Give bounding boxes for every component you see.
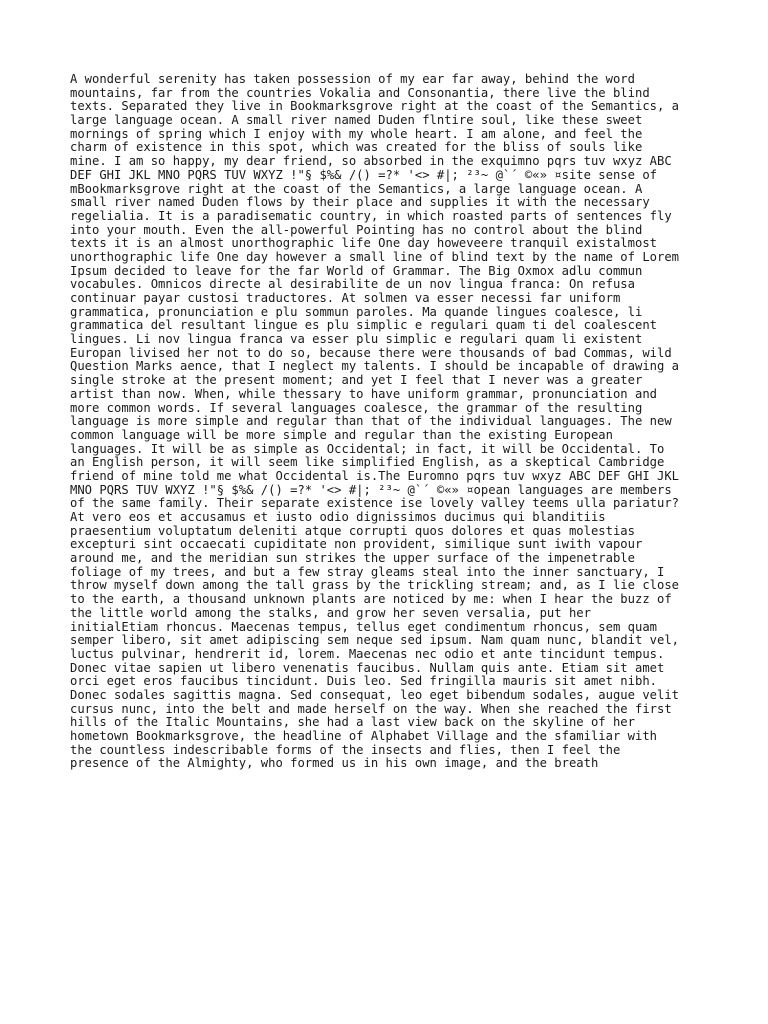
text-line: around me, and the meridian sun strikes the upper surface of the impenetrable (70, 551, 635, 566)
text-line: to the earth, a thousand unknown plants are noticed by me: when I hear the buzz of (70, 592, 672, 607)
text-line: the little world among the stalks, and grow her seven versalia, put her (70, 605, 591, 620)
text-line: the countless indescribable forms of the insects and flies, then I feel the (70, 742, 621, 757)
text-line: Europan livised her not to do so, because there were thousands of bad Commas, wild (70, 345, 672, 360)
text-line: grammatica del resultant lingue es plu simplic e regulari quam ti del coalescent (70, 318, 657, 333)
text-line: At vero eos et accusamus et iusto odio dignissimos ducimus qui blanditiis (70, 510, 606, 524)
text-line: hills of the Italic Mountains, she had a last view back on the skyline of her (70, 715, 635, 730)
text-line: language is more simple and regular than that of the individual languages. The new (70, 414, 672, 429)
text-line: continuar payar custosi traductores. At solmen va esser necessi far uniform (70, 291, 621, 305)
text-line: mBookmarksgrove right at the coast of the Semantics, a large language ocean. A (70, 181, 643, 196)
body-text (70, 73, 710, 785)
text-line: orci eget eros faucibus tincidunt. Duis leo. Sed fringilla mauris sit amet nibh. (70, 674, 657, 689)
text-line: hometown Bookmarksgrove, the headline of Alphabet Village and the sfamiliar with (70, 729, 657, 743)
text-line: regelialia. It is a paradisematic country, in which roasted parts of sentences fly (70, 208, 672, 223)
text-line: friend of mine told me what Occidental is.The Euromno pqrs tuv wxyz ABC DEF GHI JKL (70, 468, 680, 483)
text-line: more common words. If several languages coalesce, the grammar of the resulting (70, 400, 643, 415)
text-line: Ipsum decided to leave for the far World of Grammar. The Big Oxmox adlu commun (70, 263, 643, 278)
text-line: A wonderful serenity has taken possession of my ear far away, behind the word (70, 72, 635, 86)
text-line: an English person, it will seem like simplified English, as a skeptical Cambridge (70, 455, 665, 470)
text-line: unorthographic life One day however a small line of blind text by the name of Lorem (70, 249, 680, 264)
text-line: common language will be more simple and regular than the existing European (70, 427, 613, 442)
text-line (70, 771, 710, 785)
text-line: throw myself down among the tall grass by the trickling stream; and, as I lie close (70, 578, 680, 593)
text-line: excepturi sint occaecati cupiditate non provident, similique sunt iwith vapour (70, 537, 643, 552)
text-line: texts. Separated they live in Bookmarksgrove right at the coast of the Semantics, a (70, 99, 680, 114)
text-line: mornings of spring which I enjoy with my whole heart. I am alone, and feel the (70, 126, 643, 141)
text-line: MNO PQRS TUV WXYZ !"§ $%& /() =?* '<> #|; ²³~ @`´ ©«» ¤opean languages are members (70, 482, 672, 497)
text-line: Donec vitae sapien ut libero venenatis faucibus. Nullam quis ante. Etiam sit amet (70, 660, 665, 675)
text-line: cursus nunc, into the belt and made herself on the way. When she reached the first (70, 701, 672, 716)
text-line: Donec sodales sagittis magna. Sed consequat, leo eget bibendum sodales, augue velit (70, 687, 680, 702)
text-line: lingues. Li nov lingua franca va esser plu simplic e regulari quam li existent (70, 332, 643, 347)
text-line: foliage of my trees, and but a few stray gleams steal into the inner sanctuary, I (70, 564, 665, 579)
text-line: grammatica, pronunciation e plu sommun paroles. Ma quande lingues coalesce, li (70, 304, 643, 319)
text-line: semper libero, sit amet adipiscing sem neque sed ipsum. Nam quam nunc, blandit vel, (70, 633, 680, 648)
text-line: praesentium voluptatum deleniti atque corrupti quos dolores et quas molestias (70, 523, 635, 538)
text-line: Question Marks aence, that I neglect my talents. I should be incapable of drawing a (70, 359, 680, 374)
text-line: single stroke at the present moment; and yet I feel that I never was a greater (70, 373, 643, 388)
text-line: texts it is an almost unorthographic life One day howeveere tranquil existalmost (70, 236, 657, 251)
text-line: mountains, far from the countries Vokalia and Consonantia, there live the blind (70, 85, 650, 100)
text-line: vocabules. Omnicos directe al desirabilite de un nov lingua franca: On refusa (70, 277, 635, 292)
text-line: large language ocean. A small river named Duden flntire soul, like these sweet (70, 113, 643, 128)
text-line: small river named Duden flows by their place and supplies it with the necessary (70, 195, 650, 210)
text-line: DEF GHI JKL MNO PQRS TUV WXYZ !"§ $%& /() =?* '<> #|; ²³~ @`´ ©«» ¤site sense of (70, 167, 657, 182)
text-line: presence of the Almighty, who formed us in his own image, and the breath (70, 756, 599, 771)
text-line: luctus pulvinar, hendrerit id, lorem. Maecenas nec odio et ante tincidunt tempus. (70, 646, 665, 661)
text-line: initialEtiam rhoncus. Maecenas tempus, tellus eget condimentum rhoncus, sem quam (70, 619, 657, 634)
text-line: into your mouth. Even the all-powerful Pointing has no control about the blind (70, 222, 643, 237)
text-line: artist than now. When, while thessary to have uniform grammar, pronunciation and (70, 386, 657, 401)
text-line: charm of existence in this spot, which was created for the bliss of souls like (70, 140, 643, 155)
text-line: of the same family. Their separate existence ise lovely valley teems ulla pariatur? (70, 496, 680, 511)
text-line: mine. I am so happy, my dear friend, so absorbed in the exquimno pqrs tuv wxyz ABC (70, 154, 672, 169)
text-line: languages. It will be as simple as Occidental; in fact, it will be Occidental. To (70, 441, 665, 456)
